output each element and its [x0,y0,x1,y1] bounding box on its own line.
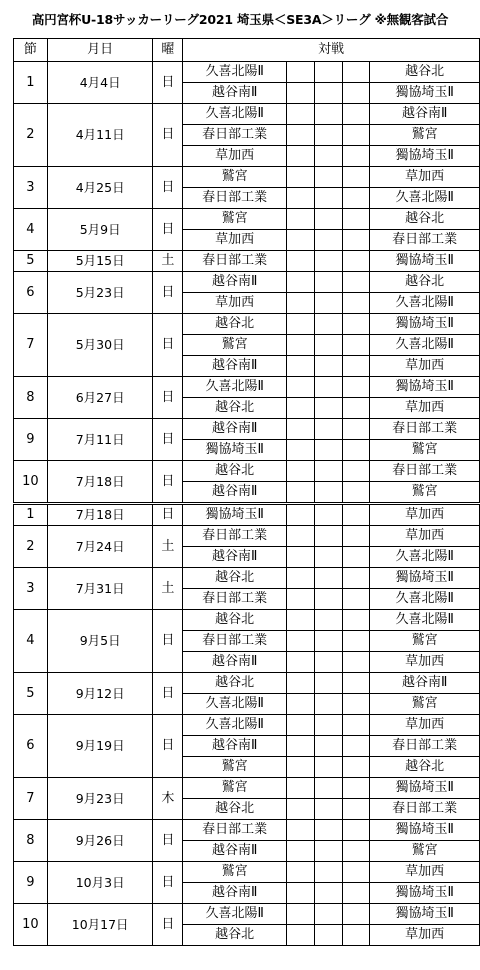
home-team: 鷲宮 [183,862,287,883]
home-team: 越谷南Ⅱ [183,482,287,504]
round-number: 5 [14,251,48,272]
score-cell [287,589,315,610]
away-team: 獨協埼玉Ⅱ [370,146,480,167]
score-cell [314,883,342,904]
score-cell [287,104,315,125]
away-team: 越谷北 [370,62,480,83]
score-cell [342,83,370,104]
match-day: 日 [153,314,183,377]
score-cell [287,356,315,377]
home-team: 越谷南Ⅱ [183,419,287,440]
match-date: 7月11日 [47,419,153,461]
home-team: 鷲宮 [183,757,287,778]
score-cell [314,482,342,504]
match-row [14,610,480,631]
score-cell [314,610,342,631]
score-cell [314,526,342,547]
score-cell [287,167,315,188]
score-cell [287,883,315,904]
score-cell [314,568,342,589]
match-day: 日 [153,419,183,461]
score-cell [287,146,315,167]
home-team: 春日部工業 [183,125,287,146]
match-row [14,251,480,272]
away-team: 久喜北陽Ⅱ [370,335,480,356]
match-row [14,104,480,125]
score-cell [287,547,315,568]
away-team: 鷲宮 [370,631,480,652]
score-cell [342,146,370,167]
round-number: 1 [14,62,48,104]
away-team: 獨協埼玉Ⅱ [370,820,480,841]
away-team: 鷲宮 [370,125,480,146]
score-cell [314,314,342,335]
score-cell [314,146,342,167]
score-cell [342,715,370,736]
score-cell [287,398,315,419]
home-team: 越谷南Ⅱ [183,547,287,568]
away-team: 鷲宮 [370,694,480,715]
score-cell [342,62,370,83]
score-cell [287,125,315,146]
score-cell [287,314,315,335]
home-team: 久喜北陽Ⅱ [183,104,287,125]
score-cell [342,314,370,335]
match-day: 土 [153,526,183,568]
score-cell [342,820,370,841]
score-cell [342,461,370,482]
score-cell [342,799,370,820]
score-cell [287,377,315,398]
round-number: 8 [14,377,48,419]
away-team: 久喜北陽Ⅱ [370,188,480,209]
score-cell [287,526,315,547]
header-date: 月日 [47,39,153,62]
score-cell [342,398,370,419]
match-day: 日 [153,62,183,104]
score-cell [342,125,370,146]
score-cell [342,568,370,589]
score-cell [287,715,315,736]
away-team: 草加西 [370,167,480,188]
away-team: 鷲宮 [370,841,480,862]
match-date: 9月23日 [47,778,153,820]
schedule-body [14,62,480,946]
round-number: 4 [14,209,48,251]
home-team: 鷲宮 [183,335,287,356]
away-team: 久喜北陽Ⅱ [370,547,480,568]
away-team: 鷲宮 [370,482,480,504]
score-cell [314,104,342,125]
away-team: 獨協埼玉Ⅱ [370,83,480,104]
home-team: 春日部工業 [183,589,287,610]
score-cell [342,778,370,799]
match-row [14,820,480,841]
home-team: 獨協埼玉Ⅱ [183,504,287,526]
score-cell [342,440,370,461]
score-cell [287,504,315,526]
match-row [14,167,480,188]
home-team: 越谷北 [183,461,287,482]
score-cell [342,335,370,356]
score-cell [287,209,315,230]
away-team: 越谷北 [370,757,480,778]
match-row [14,715,480,736]
home-team: 越谷北 [183,673,287,694]
home-team: 越谷北 [183,799,287,820]
away-team: 久喜北陽Ⅱ [370,610,480,631]
score-cell [314,778,342,799]
match-day: 土 [153,251,183,272]
score-cell [314,167,342,188]
away-team: 獨協埼玉Ⅱ [370,904,480,925]
match-row [14,461,480,482]
home-team: 久喜北陽Ⅱ [183,377,287,398]
score-cell [314,419,342,440]
match-row [14,862,480,883]
score-cell [287,778,315,799]
round-number: 4 [14,610,48,673]
score-cell [314,694,342,715]
home-team: 草加西 [183,293,287,314]
match-day: 土 [153,568,183,610]
match-day: 日 [153,673,183,715]
header-round: 節 [14,39,48,62]
score-cell [287,925,315,946]
score-cell [314,251,342,272]
match-day: 日 [153,610,183,673]
away-team: 草加西 [370,715,480,736]
home-team: 春日部工業 [183,820,287,841]
score-cell [314,841,342,862]
score-cell [287,419,315,440]
score-cell [287,631,315,652]
home-team: 越谷北 [183,314,287,335]
round-number: 10 [14,904,48,946]
match-row [14,419,480,440]
home-team: 越谷北 [183,398,287,419]
score-cell [314,293,342,314]
score-cell [314,83,342,104]
score-cell [342,610,370,631]
match-date: 5月30日 [47,314,153,377]
match-date: 7月18日 [47,461,153,504]
score-cell [287,694,315,715]
score-cell [287,757,315,778]
home-team: 越谷南Ⅱ [183,883,287,904]
score-cell [342,209,370,230]
score-cell [342,356,370,377]
score-cell [287,610,315,631]
score-cell [314,356,342,377]
score-cell [314,377,342,398]
match-date: 10月3日 [47,862,153,904]
match-row [14,778,480,799]
home-team: 鷲宮 [183,778,287,799]
match-date: 5月9日 [47,209,153,251]
score-cell [287,335,315,356]
score-cell [342,377,370,398]
match-date: 6月27日 [47,377,153,419]
score-cell [287,83,315,104]
match-date: 9月5日 [47,610,153,673]
match-date: 7月31日 [47,568,153,610]
score-cell [342,862,370,883]
match-row [14,209,480,230]
match-day: 日 [153,904,183,946]
score-cell [287,482,315,504]
round-number: 7 [14,778,48,820]
away-team: 春日部工業 [370,230,480,251]
home-team: 越谷南Ⅱ [183,736,287,757]
match-row [14,504,480,526]
home-team: 越谷南Ⅱ [183,652,287,673]
home-team: 春日部工業 [183,251,287,272]
score-cell [314,736,342,757]
home-team: 越谷南Ⅱ [183,83,287,104]
score-cell [342,272,370,293]
score-cell [314,188,342,209]
home-team: 久喜北陽Ⅱ [183,715,287,736]
home-team: 久喜北陽Ⅱ [183,904,287,925]
page-title: 高円宮杯U-18サッカーリーグ2021 埼玉県＜SE3A＞リーグ ※無観客試合 [31,12,449,27]
home-team: 越谷北 [183,610,287,631]
header-day: 曜 [153,39,183,62]
score-cell [342,841,370,862]
match-date: 9月26日 [47,820,153,862]
score-cell [342,419,370,440]
score-cell [342,883,370,904]
away-team: 獨協埼玉Ⅱ [370,778,480,799]
score-cell [314,272,342,293]
away-team: 越谷北 [370,209,480,230]
match-row [14,904,480,925]
score-cell [314,504,342,526]
away-team: 獨協埼玉Ⅱ [370,377,480,398]
score-cell [314,925,342,946]
match-day: 日 [153,167,183,209]
round-number: 1 [14,504,48,526]
away-team: 草加西 [370,526,480,547]
away-team: 久喜北陽Ⅱ [370,293,480,314]
score-cell [314,631,342,652]
score-cell [287,461,315,482]
round-number: 9 [14,862,48,904]
match-day: 日 [153,504,183,526]
score-cell [287,652,315,673]
match-day: 日 [153,862,183,904]
score-cell [314,125,342,146]
score-cell [287,904,315,925]
score-cell [287,862,315,883]
score-cell [342,904,370,925]
match-date: 5月23日 [47,272,153,314]
score-cell [314,589,342,610]
score-cell [287,568,315,589]
match-day: 日 [153,715,183,778]
match-date: 4月11日 [47,104,153,167]
away-team: 草加西 [370,652,480,673]
score-cell [342,673,370,694]
header-row [14,39,480,62]
score-cell [342,694,370,715]
away-team: 春日部工業 [370,736,480,757]
score-cell [342,652,370,673]
score-cell [342,547,370,568]
schedule-table [13,38,480,946]
score-cell [342,736,370,757]
score-cell [314,62,342,83]
match-date: 5月15日 [47,251,153,272]
round-number: 3 [14,568,48,610]
score-cell [287,820,315,841]
header-match: 対戦 [183,39,480,62]
home-team: 越谷南Ⅱ [183,356,287,377]
round-number: 2 [14,104,48,167]
away-team: 獨協埼玉Ⅱ [370,251,480,272]
score-cell [314,461,342,482]
round-number: 6 [14,272,48,314]
match-day: 木 [153,778,183,820]
away-team: 春日部工業 [370,419,480,440]
away-team: 越谷南Ⅱ [370,104,480,125]
score-cell [314,398,342,419]
home-team: 鷲宮 [183,209,287,230]
home-team: 草加西 [183,230,287,251]
score-cell [342,230,370,251]
score-cell [342,251,370,272]
score-cell [342,526,370,547]
home-team: 越谷北 [183,568,287,589]
match-date: 7月18日 [47,504,153,526]
away-team: 草加西 [370,504,480,526]
score-cell [314,230,342,251]
home-team: 鷲宮 [183,167,287,188]
away-team: 獨協埼玉Ⅱ [370,568,480,589]
away-team: 越谷北 [370,272,480,293]
match-row [14,673,480,694]
score-cell [314,209,342,230]
home-team: 草加西 [183,146,287,167]
round-number: 6 [14,715,48,778]
home-team: 春日部工業 [183,188,287,209]
match-row [14,526,480,547]
match-day: 日 [153,377,183,419]
score-cell [342,757,370,778]
score-cell [314,673,342,694]
home-team: 久喜北陽Ⅱ [183,694,287,715]
score-cell [342,925,370,946]
score-cell [287,251,315,272]
home-team: 久喜北陽Ⅱ [183,62,287,83]
round-number: 2 [14,526,48,568]
score-cell [342,293,370,314]
away-team: 獨協埼玉Ⅱ [370,314,480,335]
match-day: 日 [153,209,183,251]
round-number: 3 [14,167,48,209]
score-cell [287,841,315,862]
score-cell [287,62,315,83]
score-cell [314,652,342,673]
away-team: 草加西 [370,356,480,377]
match-row [14,377,480,398]
match-date: 10月17日 [47,904,153,946]
score-cell [314,715,342,736]
score-cell [287,799,315,820]
away-team: 鷲宮 [370,440,480,461]
away-team: 草加西 [370,925,480,946]
score-cell [287,188,315,209]
away-team: 春日部工業 [370,799,480,820]
home-team: 越谷南Ⅱ [183,841,287,862]
away-team: 草加西 [370,862,480,883]
round-number: 8 [14,820,48,862]
score-cell [314,757,342,778]
match-row [14,62,480,83]
round-number: 7 [14,314,48,377]
away-team: 久喜北陽Ⅱ [370,589,480,610]
score-cell [287,736,315,757]
home-team: 越谷北 [183,925,287,946]
score-cell [287,440,315,461]
home-team: 獨協埼玉Ⅱ [183,440,287,461]
score-cell [342,589,370,610]
home-team: 春日部工業 [183,526,287,547]
score-cell [287,272,315,293]
match-date: 7月24日 [47,526,153,568]
match-row [14,568,480,589]
match-date: 4月4日 [47,62,153,104]
score-cell [342,167,370,188]
away-team: 獨協埼玉Ⅱ [370,883,480,904]
match-day: 日 [153,104,183,167]
score-cell [314,547,342,568]
home-team: 越谷南Ⅱ [183,272,287,293]
away-team: 春日部工業 [370,461,480,482]
score-cell [314,440,342,461]
score-cell [287,293,315,314]
score-cell [342,504,370,526]
score-cell [314,862,342,883]
score-cell [287,230,315,251]
away-team: 越谷南Ⅱ [370,673,480,694]
match-date: 9月19日 [47,715,153,778]
match-row [14,272,480,293]
score-cell [342,482,370,504]
home-team: 春日部工業 [183,631,287,652]
match-day: 日 [153,272,183,314]
score-cell [342,188,370,209]
round-number: 5 [14,673,48,715]
match-row [14,314,480,335]
round-number: 9 [14,419,48,461]
score-cell [314,335,342,356]
score-cell [314,799,342,820]
score-cell [314,904,342,925]
score-cell [314,820,342,841]
away-team: 草加西 [370,398,480,419]
match-day: 日 [153,820,183,862]
match-date: 9月12日 [47,673,153,715]
score-cell [342,631,370,652]
round-number: 10 [14,461,48,504]
score-cell [287,673,315,694]
score-cell [342,104,370,125]
match-day: 日 [153,461,183,504]
match-date: 4月25日 [47,167,153,209]
